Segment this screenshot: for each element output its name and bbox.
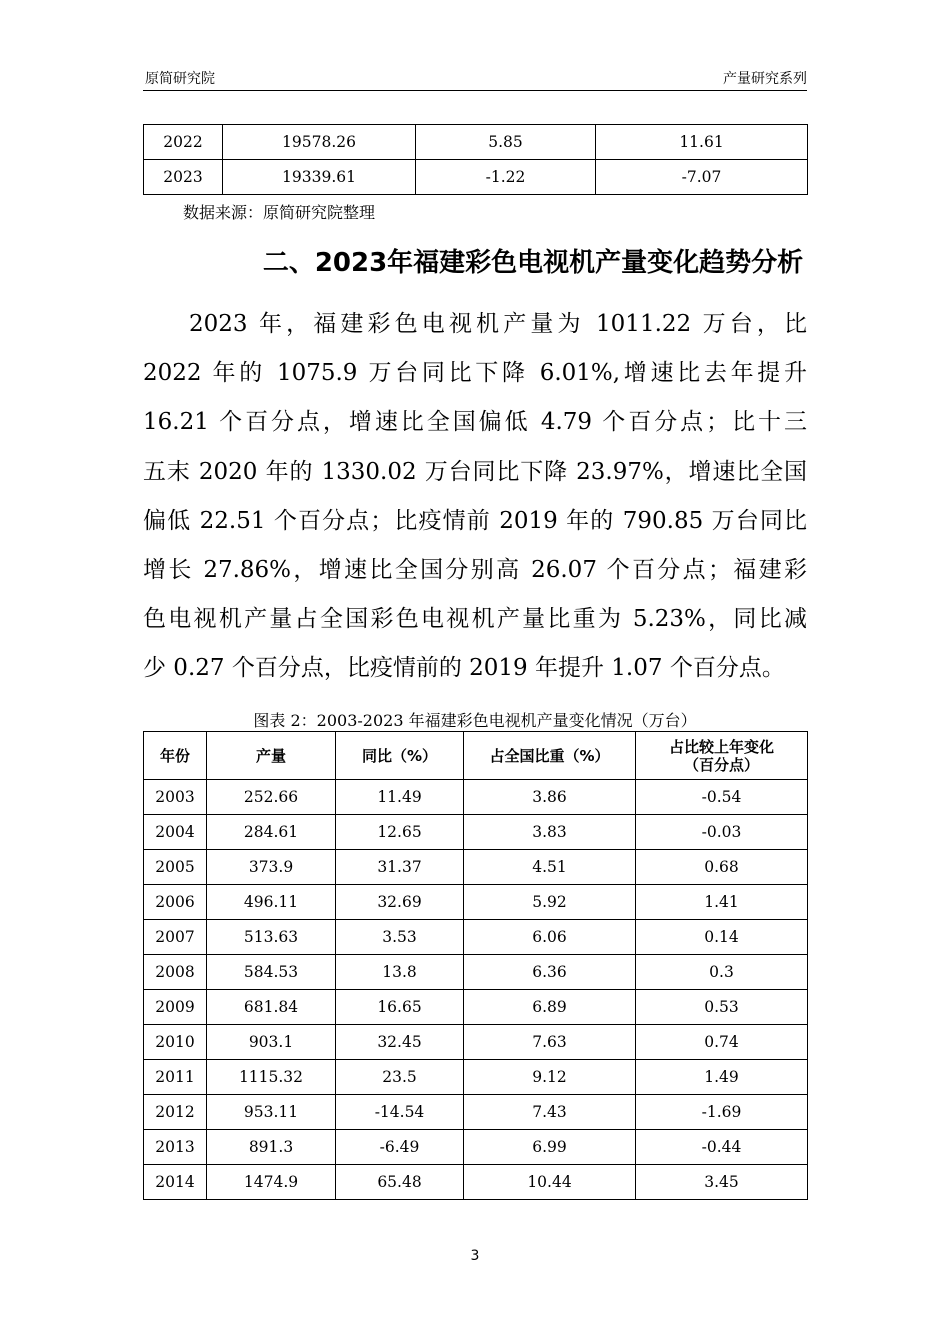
table-cell: 891.3 xyxy=(207,1130,336,1165)
table-cell: 2003 xyxy=(144,780,207,815)
table-cell: -14.54 xyxy=(336,1095,464,1130)
table-cell: 13.8 xyxy=(336,955,464,990)
table-cell: 2004 xyxy=(144,815,207,850)
table-cell: 2012 xyxy=(144,1095,207,1130)
table-cell: -0.44 xyxy=(636,1130,808,1165)
table-cell: -0.03 xyxy=(636,815,808,850)
table-cell: 1474.9 xyxy=(207,1165,336,1200)
table-cell: 1.49 xyxy=(636,1060,808,1095)
table-cell: 1.41 xyxy=(636,885,808,920)
table-row xyxy=(144,885,808,920)
table-cell: 2023 xyxy=(144,160,223,195)
table-cell: 681.84 xyxy=(207,990,336,1025)
table-cell: 373.9 xyxy=(207,850,336,885)
table-cell: 0.14 xyxy=(636,920,808,955)
table-cell: 0.3 xyxy=(636,955,808,990)
paragraph-line: 偏低 22.51 个百分点；比疫情前 2019 年的 790.85 万台同比 xyxy=(143,507,807,534)
page-header xyxy=(143,64,807,91)
header-org-name: 原简研究院 xyxy=(145,71,215,87)
table-cell: 6.06 xyxy=(464,920,636,955)
table-cell: -1.22 xyxy=(416,160,596,195)
table-cell: 23.5 xyxy=(336,1060,464,1095)
table-cell: 2008 xyxy=(144,955,207,990)
table-cell: 2014 xyxy=(144,1165,207,1200)
page-number: 3 xyxy=(470,1248,480,1264)
table-cell: 6.36 xyxy=(464,955,636,990)
table-row xyxy=(144,1060,808,1095)
table-cell: 32.45 xyxy=(336,1025,464,1060)
header-national-share: 占全国比重（%） xyxy=(464,732,636,780)
table-cell: -1.69 xyxy=(636,1095,808,1130)
table-row xyxy=(144,1095,808,1130)
table-cell: 31.37 xyxy=(336,850,464,885)
table-row xyxy=(144,780,808,815)
analysis-paragraph xyxy=(143,300,807,694)
table-cell: 32.69 xyxy=(336,885,464,920)
continued-data-table xyxy=(143,124,808,195)
table-row xyxy=(144,815,808,850)
table-cell: 0.74 xyxy=(636,1025,808,1060)
paragraph-line: 少 0.27 个百分点，比疫情前的 2019 年提升 1.07 个百分点。 xyxy=(143,655,785,682)
table-cell: 12.65 xyxy=(336,815,464,850)
table-cell: 19578.26 xyxy=(223,125,416,160)
table-cell: 496.11 xyxy=(207,885,336,920)
paragraph-line: 2022 年的 1075.9 万台同比下降 6.01%,增速比去年提升 xyxy=(143,360,807,387)
table-cell: 2006 xyxy=(144,885,207,920)
paragraph-line: 2023 年，福建彩色电视机产量为 1011.22 万台，比 xyxy=(189,311,807,337)
table-cell: 5.85 xyxy=(416,125,596,160)
table-row xyxy=(144,160,808,195)
table-cell: 0.68 xyxy=(636,850,808,885)
table-cell: 2009 xyxy=(144,990,207,1025)
table-cell: 953.11 xyxy=(207,1095,336,1130)
table-cell: 2010 xyxy=(144,1025,207,1060)
data-source-note: 数据来源：原简研究院整理 xyxy=(183,203,376,222)
table-header-row xyxy=(144,732,808,780)
table-cell: 6.99 xyxy=(464,1130,636,1165)
table-cell: -7.07 xyxy=(596,160,808,195)
header-share-change xyxy=(636,732,808,780)
table-cell: 10.44 xyxy=(464,1165,636,1200)
table-cell: 11.49 xyxy=(336,780,464,815)
table-cell: 9.12 xyxy=(464,1060,636,1095)
table-cell: 513.63 xyxy=(207,920,336,955)
paragraph-line: 五末 2020 年的 1330.02 万台同比下降 23.97%，增速比全国 xyxy=(143,458,807,485)
table-cell: 903.1 xyxy=(207,1025,336,1060)
header-share-change-line2: （百分点） xyxy=(683,755,759,774)
paragraph-line: 增长 27.86%，增速比全国分别高 26.07 个百分点；福建彩 xyxy=(143,557,807,584)
table-caption: 图表 2：2003-2023 年福建彩色电视机产量变化情况（万台） xyxy=(253,711,697,730)
table-cell: 2013 xyxy=(144,1130,207,1165)
table-row xyxy=(144,125,808,160)
table-cell: 5.92 xyxy=(464,885,636,920)
table-cell: 3.86 xyxy=(464,780,636,815)
table-cell: 3.45 xyxy=(636,1165,808,1200)
table-cell: 2005 xyxy=(144,850,207,885)
table-row xyxy=(144,955,808,990)
table-cell: 7.63 xyxy=(464,1025,636,1060)
table-cell: 7.43 xyxy=(464,1095,636,1130)
paragraph-line: 16.21 个百分点，增速比全国偏低 4.79 个百分点；比十三 xyxy=(143,409,807,436)
table-cell: 65.48 xyxy=(336,1165,464,1200)
table-row xyxy=(144,990,808,1025)
table-cell: -0.54 xyxy=(636,780,808,815)
production-table xyxy=(143,731,808,1200)
table-cell: 3.83 xyxy=(464,815,636,850)
header-yoy: 同比（%） xyxy=(336,732,464,780)
table-row xyxy=(144,1025,808,1060)
section-title: 二、2023年福建彩色电视机产量变化趋势分析 xyxy=(262,248,804,278)
table-cell: 4.51 xyxy=(464,850,636,885)
table-cell: 284.61 xyxy=(207,815,336,850)
table-cell: -6.49 xyxy=(336,1130,464,1165)
table-row xyxy=(144,1165,808,1200)
table-row xyxy=(144,850,808,885)
header-series-name: 产量研究系列 xyxy=(723,71,807,87)
paragraph-line: 色电视机产量占全国彩色电视机产量比重为 5.23%，同比减 xyxy=(143,606,807,633)
table-cell: 19339.61 xyxy=(223,160,416,195)
header-share-change-line1: 占比较上年变化 xyxy=(668,737,774,756)
header-year: 年份 xyxy=(144,732,207,780)
table-cell: 0.53 xyxy=(636,990,808,1025)
table-row xyxy=(144,1130,808,1165)
table-cell: 11.61 xyxy=(596,125,808,160)
table-cell: 252.66 xyxy=(207,780,336,815)
table-cell: 3.53 xyxy=(336,920,464,955)
table-cell: 584.53 xyxy=(207,955,336,990)
header-output: 产量 xyxy=(207,732,336,780)
table-cell: 2022 xyxy=(144,125,223,160)
table-cell: 1115.32 xyxy=(207,1060,336,1095)
table-cell: 2011 xyxy=(144,1060,207,1095)
table-row xyxy=(144,920,808,955)
table-cell: 16.65 xyxy=(336,990,464,1025)
table-cell: 6.89 xyxy=(464,990,636,1025)
table-cell: 2007 xyxy=(144,920,207,955)
